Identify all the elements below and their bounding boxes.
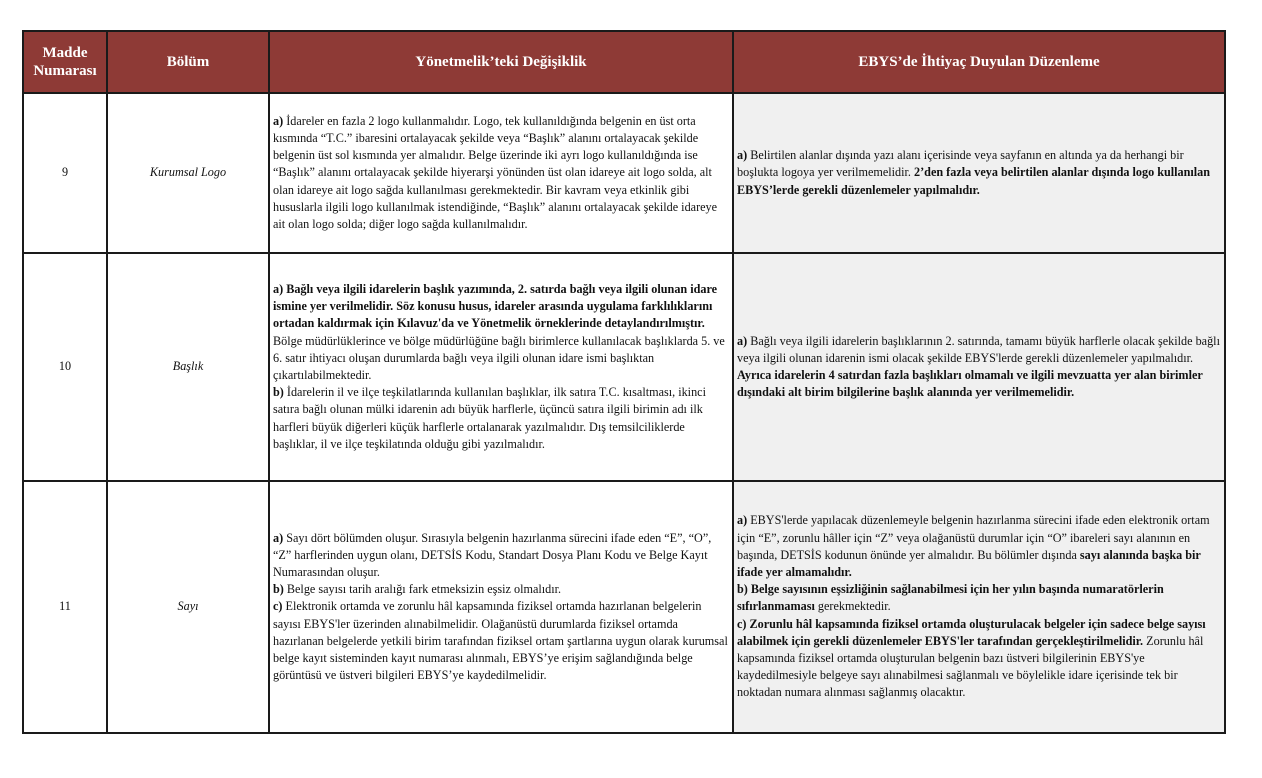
table-row (23, 481, 1225, 733)
row-section: Başlık (107, 253, 269, 481)
bold-text-run: Ayrıca idarelerin 4 satırdan fazla başlıkları olmamalı ve ilgili mevzuatta yer alan birimler dışındaki alt birim bilgilerine başlık alanında yer verilmemelidir. (737, 368, 1203, 400)
bold-text-run: a) (737, 333, 751, 348)
bold-text-run: a) (273, 530, 287, 545)
text-run: İdarelerin il ve ilçe teşkilatlarında kullanılan başlıklar, ilk satıra T.C. kısaltması, ikinci satıra bağlı olunan mülki idarenin adı büyük harflerle, üçüncü satıra ilgili birimin adı ilk harfleri büyük diğerleri küçük harflerle ortalanarak yazılmalıdır. Dış temsilciliklerde başlıklar, il ve ilçe teşkilatında olduğu gibi yazılmalıdır. (273, 385, 706, 451)
text-run: Elektronik ortamda ve zorunlu hâl kapsamında fiziksel ortamda hazırlanan belgelerin sayısı EBYS'ler üzerinden alınabilmelidir. Olağanüstü durumlarda fiziksel ortamda hazırlanan belgelerde yetkili birim tarafından fiziksel ortam şartlarına uygun olarak kurumsal belge kayıt sisteminden kayıt numarası alınmalı, EBYS’ye erişim sağlandığında belge görüntüsü ve üstveri bilgileri EBYS’ye kaydedilmelidir. (273, 599, 728, 683)
row-section: Sayı (107, 481, 269, 733)
text-run: EBYS'lerde yapılacak düzenlemeyle belgenin hazırlanma sürecini ifade eden elektronik ortam için “E”, zorunlu hâller için “Z” veya olağanüstü durumlar için “O” ibareleri sayı alanının en başında, DETSİS kodunun önünde yer almalıdır. Bu bölümler dışında (737, 513, 1210, 562)
header-number: Madde Numarası (23, 31, 107, 93)
text-run: Zorunlu hâl kapsamında fiziksel ortamda oluşturulan belgenin bazı üstveri bilgilerinin EBYS'ye kaydedilmesiyle belgeye sayı alınabilmesi sağlanmalı ve böylelikle idare içerisinde tek bir noktadan numara alınması sağlanmış olacaktır. (737, 633, 1204, 700)
row-number: 9 (23, 93, 107, 253)
bold-text-run: b) (273, 385, 287, 400)
text-run: Belge sayısı tarih aralığı fark etmeksizin eşsiz olmalıdır. (286, 582, 562, 597)
bold-text-run: a) Bağlı veya ilgili idarelerin başlık yazımında, 2. satırda bağlı veya ilgili olunan idare ismine yer verilmelidir. Söz konusu husus, idareler arasında uygulama farklılıklarını ortadan kaldırmak için Kılavuz'da ve Yönetmelik örneklerinde detaylandırılmıştır. (273, 281, 718, 331)
text-run: İdareler en fazla 2 logo kullanmalıdır. Logo, tek kullanıldığında belgenin en üst orta kısmında “T.C.” ibaresini ortalayacak şekilde veya “Başlık” alanını ortalayacak şekilde belgenin üst sol kısmında yer almalıdır. Belge üzerinde iki ayrı logo kullanıldığında ise “Başlık” alanını ortalayacak şekilde hiyerarşi yönünden üst olan idareye ait logo solda, alt olan idareye ait logo sağda kullanılması gerekmektedir. Bir kavram veya etkinlik gibi hususlarla ilgili logo kullanılmak istendiğinde, “Başlık” alanını ortalayacak şekilde idareye ait olan logo solda; diğer logo sağda kullanılmalıdır. (273, 113, 718, 231)
ebys-requirement-text (733, 93, 1225, 253)
ebys-requirement-text (733, 253, 1225, 481)
bold-text-run: a) (737, 513, 751, 528)
bold-text-run: a) (273, 113, 287, 128)
paragraph (273, 530, 729, 582)
paragraph (737, 616, 1221, 702)
paragraph (737, 147, 1221, 199)
bold-text-run: c) Zorunlu hâl kapsamında fiziksel ortamda oluşturulacak belgeler için sadece belge sayısı alabilmek için gerekli düzenlemeler EBYS'ler tarafından gerçekleştirilmelidir. (737, 616, 1206, 648)
paragraph (737, 581, 1221, 615)
regulation-change-text (269, 93, 733, 253)
bold-text-run: b) (273, 582, 287, 597)
row-number: 10 (23, 253, 107, 481)
paragraph (273, 384, 729, 453)
text-run: Belirtilen alanlar dışında yazı alanı içerisinde veya sayfanın en altında ya da herhangi bir boşlukta logoya yer verilmemelidir. (737, 148, 1184, 180)
regulation-change-text (269, 253, 733, 481)
bold-text-run: a) (737, 148, 751, 163)
table-row (23, 253, 1225, 481)
bold-text-run: 2’den fazla veya belirtilen alanlar dışında logo kullanılan EBYS’lerde gerekli düzenlemeler yapılmalıdır. (737, 165, 1211, 197)
ebys-requirement-text (733, 481, 1225, 733)
paragraph (737, 333, 1221, 402)
bold-text-run: c) (273, 599, 286, 614)
header-ebys: EBYS’de İhtiyaç Duyulan Düzenleme (733, 31, 1225, 93)
text-run: Bölge müdürlüklerince ve bölge müdürlüğüne bağlı birimlerce kullanılacak başlıklarda 5. ve 6. satır ihtiyacı oluşan durumlarda bağlı veya ilgili olunan idare ismi başlıktan çıkartılabilmektedir. (273, 333, 725, 382)
paragraph (273, 581, 729, 598)
text-run: Sayı dört bölümden oluşur. Sırasıyla belgenin hazırlanma sürecini ifade eden “E”, “O”, “Z” harflerinden uygun olanı, DETSİS Kodu, Standart Dosya Planı Kodu ve Belge Kayıt Numarasından oluşur. (273, 530, 712, 579)
paragraph (737, 512, 1221, 581)
paragraph (273, 113, 729, 233)
bold-text-run: b) Belge sayısının eşsizliğinin sağlanabilmesi için her yılın başında numaratörlerin sıfırlanmaması (737, 582, 1164, 614)
header-row (23, 31, 1225, 93)
header-section: Bölüm (107, 31, 269, 93)
regulation-change-text (269, 481, 733, 733)
text-run: gerekmektedir. (814, 599, 891, 614)
row-number: 11 (23, 481, 107, 733)
regulation-table (22, 30, 1226, 734)
bold-text-run: sayı alanında başka bir ifade yer almamalıdır. (737, 547, 1201, 579)
header-change: Yönetmelik’teki Değişiklik (269, 31, 733, 93)
table-row (23, 93, 1225, 253)
paragraph (273, 598, 729, 684)
row-section: Kurumsal Logo (107, 93, 269, 253)
paragraph (273, 281, 729, 384)
text-run: Bağlı veya ilgili idarelerin başlıklarının 2. satırında, tamamı büyük harflerle olacak şekilde bağlı veya ilgili olunan idarenin ismi olacak şekilde EBYS'lerde gerekli düzenlemeler yapılmalıdır. (737, 333, 1220, 365)
